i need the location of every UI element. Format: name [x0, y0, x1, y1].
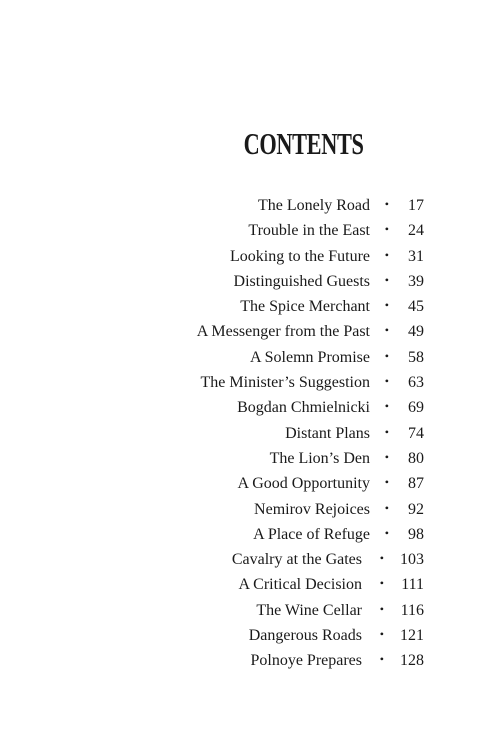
toc-entry[interactable] — [0, 446, 500, 471]
toc-page-number: 39 — [408, 272, 424, 290]
toc-entry-title: The Wine Cellar — [256, 601, 362, 619]
toc-bullet: • — [384, 323, 389, 338]
toc-page-number: 121 — [400, 627, 424, 645]
toc-bullet: • — [384, 475, 389, 490]
toc-page-number: 111 — [401, 576, 424, 594]
toc-entry[interactable] — [0, 193, 500, 218]
toc-bullet: • — [384, 247, 389, 262]
toc-entry[interactable] — [0, 370, 500, 395]
toc-entry[interactable] — [0, 244, 500, 269]
toc-page-number: 24 — [408, 222, 424, 240]
toc-page-number: 17 — [408, 197, 424, 214]
toc-entry[interactable] — [0, 598, 500, 623]
toc-page-number: 45 — [408, 298, 424, 316]
toc-entry[interactable] — [0, 547, 500, 572]
toc-bullet: • — [384, 222, 389, 237]
toc-entry-title: A Solemn Promise — [249, 348, 370, 366]
toc-entry-title: The Spice Merchant — [240, 298, 370, 316]
toc-entry[interactable] — [0, 623, 500, 648]
toc-bullet: • — [384, 348, 389, 363]
toc-bullet: • — [384, 500, 389, 515]
toc-entry-title: A Critical Decision — [238, 576, 362, 594]
toc-page-number: 98 — [408, 525, 424, 543]
toc-bullet: • — [379, 551, 384, 566]
toc-page-number: 103 — [400, 551, 424, 569]
toc-entry-title: Distant Plans — [285, 424, 370, 442]
toc-entry-title: A Good Opportunity — [237, 475, 370, 493]
toc-bullet: • — [384, 449, 389, 464]
toc-page-number: 92 — [408, 500, 424, 518]
toc-entry-title: Trouble in the East — [248, 222, 370, 240]
toc-entry[interactable] — [0, 218, 500, 243]
toc-page-number: 80 — [408, 449, 424, 467]
toc-entry[interactable] — [0, 572, 500, 597]
toc-entry-title: Nemirov Rejoices — [254, 500, 370, 518]
toc-bullet: • — [384, 298, 389, 313]
table-of-contents — [0, 193, 500, 674]
toc-entry-title: The Lonely Road — [258, 197, 370, 214]
toc-entry-title: The Minister’s Suggestion — [200, 374, 370, 392]
toc-page-number: 63 — [408, 374, 424, 392]
toc-entry[interactable] — [0, 648, 500, 673]
toc-page-number: 116 — [400, 601, 424, 619]
toc-bullet: • — [384, 272, 389, 287]
toc-entry-title: Polnoye Prepares — [250, 652, 362, 670]
toc-page-number: 31 — [408, 247, 424, 265]
toc-bullet: • — [379, 576, 384, 591]
toc-page-number: 74 — [408, 424, 424, 442]
toc-entry[interactable] — [0, 522, 500, 547]
toc-page-number: 58 — [408, 348, 424, 366]
toc-page-number: 69 — [408, 399, 424, 417]
toc-entry-title: Cavalry at the Gates — [231, 551, 362, 569]
toc-entry[interactable] — [0, 319, 500, 344]
toc-bullet: • — [379, 601, 384, 616]
toc-entry-title: Distinguished Guests — [233, 272, 370, 290]
toc-entry-title: Looking to the Future — [230, 247, 370, 265]
toc-entry-title: A Place of Refuge — [253, 525, 370, 543]
contents-heading: CONTENTS — [244, 126, 364, 161]
toc-entry-title: The Lion’s Den — [269, 449, 370, 467]
toc-entry-title: Bogdan Chmielnicki — [237, 399, 370, 417]
toc-entry-title: Dangerous Roads — [248, 627, 362, 645]
toc-bullet: • — [384, 374, 389, 389]
toc-bullet: • — [384, 197, 389, 211]
toc-page-number: 128 — [400, 652, 424, 670]
toc-entry[interactable] — [0, 294, 500, 319]
toc-bullet: • — [379, 652, 384, 667]
toc-bullet: • — [384, 399, 389, 414]
toc-page-number: 87 — [408, 475, 424, 493]
toc-page-number: 49 — [408, 323, 424, 341]
toc-entry[interactable] — [0, 395, 500, 420]
toc-entry[interactable] — [0, 421, 500, 446]
toc-bullet: • — [384, 424, 389, 439]
toc-entry[interactable] — [0, 471, 500, 496]
toc-entry-title: A Messenger from the Past — [196, 323, 370, 341]
toc-entry[interactable] — [0, 345, 500, 370]
toc-bullet: • — [379, 627, 384, 642]
toc-entry[interactable] — [0, 269, 500, 294]
toc-entry[interactable] — [0, 497, 500, 522]
toc-bullet: • — [384, 525, 389, 540]
